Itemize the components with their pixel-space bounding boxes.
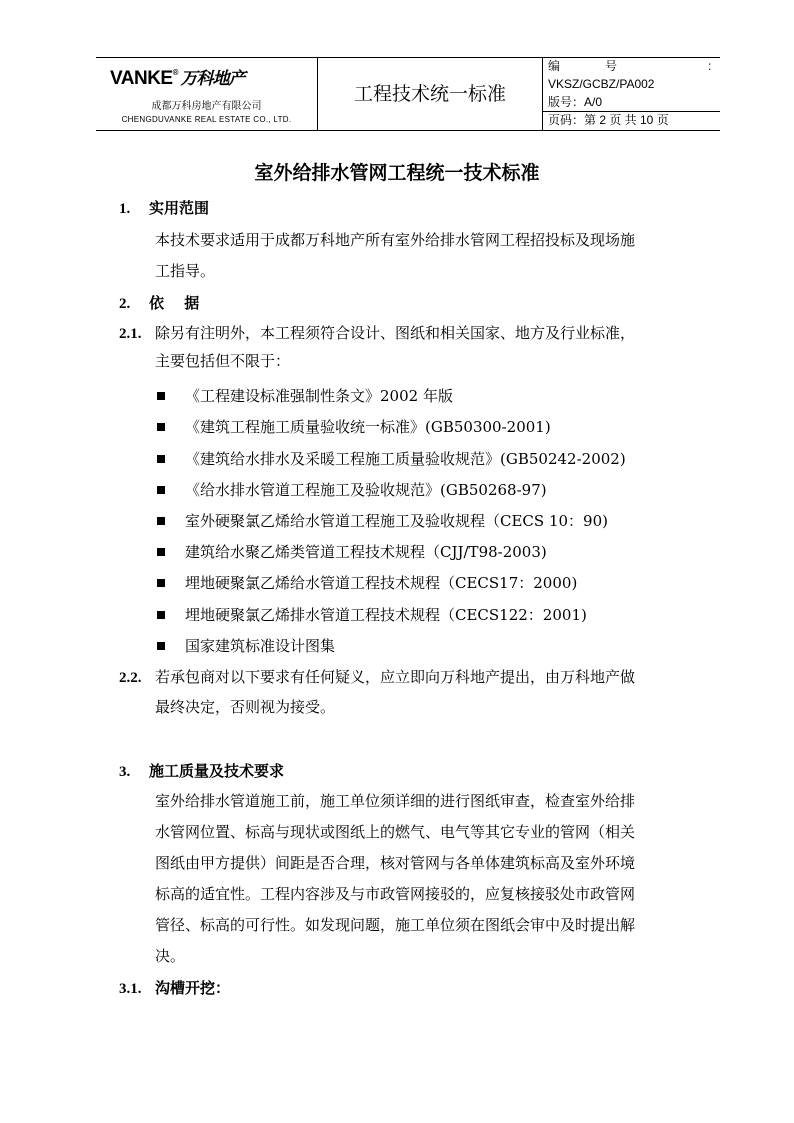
standard-text: 室外硬聚氯乙烯给水管道工程施工及验收规程（CECS 10：90) [185,512,608,530]
standard-text: 埋地硬聚氯乙烯排水管道工程技术规程（CECS122：2001) [185,606,587,624]
square-bullet-icon [157,579,165,587]
square-bullet-icon [157,517,165,525]
standard-text: 《给水排水管道工程施工及验收规范》(GB50268-97) [185,481,547,499]
clause-2-1 [119,320,636,346]
paragraph-line: 工指导。 [155,262,216,280]
clause-text: 除另有注明外，本工程须符合设计、图纸和相关国家、地方及行业标准， [155,324,636,342]
paragraph-line: 标高的适宜性。工程内容涉及与市政管网接驳的，应复核接驳处市政管网 [155,885,636,903]
clause-2-2-continuation [155,692,335,723]
label-colon: : [708,59,712,73]
section-1-heading [119,195,210,221]
paragraph-line: 图纸由甲方提供）间距是否合理，核对管网与各单体建筑标高及室外环境 [155,854,636,872]
section-number: 3. [119,764,131,780]
paragraph-line: 室外给排水管道施工前，施工单位须详细的进行图纸审查，检查室外给排 [155,792,636,810]
paragraph-line: 决。 [155,947,186,965]
header-title-cell [318,58,543,130]
company-name-en: CHENGDUVANKE REAL ESTATE CO., LTD. [121,115,292,124]
paragraph-line: 主要包括但不限于： [155,352,291,370]
paragraph-line: 最终决定，否则视为接受。 [155,698,336,716]
standard-text: 埋地硬聚氯乙烯给水管道工程技术规程（CECS17：2000) [185,574,578,592]
square-bullet-icon [157,455,165,463]
doc-number: VKSZ/GCBZ/PA002 [548,77,655,91]
version-number: 版号：A/0 [548,95,603,109]
clause-number: 2.2. [119,670,142,686]
document-title: 室外给排水管网工程统一技术标准 [254,162,540,184]
standard-text: 《建筑给水排水及采暖工程施工质量验收规范》(GB50242-2002) [185,450,626,468]
square-bullet-icon [157,642,165,650]
logo-chinese-text: 万科地产 [180,69,245,89]
section-3-paragraph [155,786,635,972]
paragraph-line: 水管网位置、标高与现状或图纸上的燃气、电气等其它专业的管网（相关 [155,823,636,841]
clause-number: 3.1. [119,981,142,997]
section-2-heading [119,290,200,316]
paragraph-line: 本技术要求适用于成都万科地产所有室外给排水管网工程招投标及现场施 [155,231,636,249]
clause-number: 2.1. [119,326,142,342]
square-bullet-icon [157,548,165,556]
section-label: 实用范围 [149,199,210,217]
square-bullet-icon [157,611,165,619]
doc-number-label-row [548,58,716,75]
clause-text: 若承包商对以下要求有任何疑义，应立即向万科地产提出，由万科地产做 [155,668,636,686]
section-number: 1. [119,201,131,217]
clause-label: 沟槽开挖： [155,979,231,997]
logo-registered-mark: ® [172,68,179,77]
paragraph-line: 管径、标高的可行性。如发现问题，施工单位须在图纸会审中及时提出解 [155,916,636,934]
section-number: 2. [119,296,131,312]
label-hao: 号 [605,59,618,73]
header-logo-cell [96,58,318,130]
clause-2-2 [119,664,636,690]
page-count: 页码：第 2 页 共 10 页 [543,111,720,128]
document-header [96,57,720,131]
section-label: 依 据 [149,294,200,312]
square-bullet-icon [157,486,165,494]
vanke-logo [110,66,245,90]
header-info-cell [543,58,720,130]
standard-title: 工程技术统一标准 [353,83,506,105]
standard-text: 《工程建设标准强制性条文》2002 年版 [185,387,453,405]
company-name-cn: 成都万科房地产有限公司 [151,101,262,112]
logo-latin-text: VANKE [110,68,173,89]
clause-3-1-heading [119,975,231,1001]
clause-2-1-continuation [155,346,290,377]
standard-text: 《建筑工程施工质量验收统一标准》(GB50300-2001) [185,418,551,436]
section-3-heading [119,758,285,784]
label-bian: 编 [548,59,561,73]
section-label: 施工质量及技术要求 [149,762,285,780]
standard-text: 国家建筑标准设计图集 [185,637,336,655]
section-1-paragraph [155,225,635,287]
square-bullet-icon [157,392,165,400]
square-bullet-icon [157,423,165,431]
standard-text: 建筑给水聚乙烯类管道工程技术规程（CJJ/T98-2003) [185,543,547,561]
